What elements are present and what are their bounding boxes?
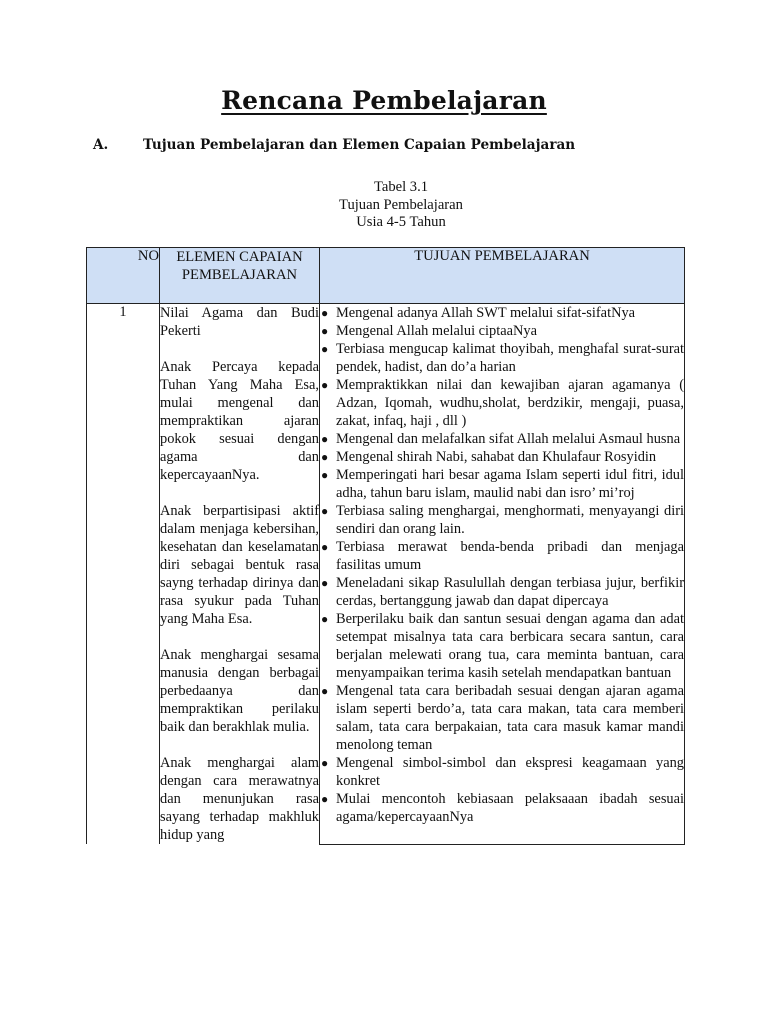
header-tujuan: TUJUAN PEMBELAJARAN	[320, 248, 685, 304]
list-item	[320, 682, 684, 754]
bullet-icon: ●	[321, 756, 329, 770]
header-no: NO	[87, 248, 160, 304]
bullet-icon: ●	[321, 684, 329, 698]
list-item	[320, 304, 684, 322]
list-item-text: Meneladani sikap Rasulullah dengan terbiasa jujur, berfikir cerdas, bertanggung jawab dan dapat dipercaya	[336, 575, 684, 609]
list-item-text: Terbiasa merawat benda-benda pribadi dan menjaga fasilitas umum	[336, 539, 684, 573]
list-item	[320, 322, 684, 340]
list-item-text: Mempraktikkan nilai dan kewajiban ajaran agamanya ( Adzan, Iqomah, wudhu,sholat, berdzikir, mengaji, puasa, zakat, infaq, haji , dll )	[336, 377, 684, 429]
list-item	[320, 430, 684, 448]
list-item-text: Mengenal simbol-simbol dan ekspresi keagamaan yang konkret	[336, 755, 684, 789]
list-item-text: Mengenal dan melafalkan sifat Allah melalui Asmaul husna	[336, 431, 681, 447]
list-item	[320, 610, 684, 682]
elemen-cell	[160, 304, 320, 845]
row-number: 1	[87, 304, 160, 845]
list-item	[320, 538, 684, 574]
caption-line: Tabel 3.1	[373, 179, 429, 195]
list-item	[320, 466, 684, 502]
table-row	[87, 304, 685, 845]
list-item-text: Mulai mencontoh kebiasaan pelaksaaan ibadah sesuai agama/kepercayaanNya	[336, 791, 684, 825]
bullet-icon: ●	[321, 504, 329, 518]
list-item	[320, 376, 684, 430]
caption-line: Tujuan Pembelajaran	[339, 196, 463, 213]
elemen-paragraph: Anak Percaya kepada Tuhan Yang Maha Esa, mulai mengenal dan mempraktikan ajaran pokok sesuai dengan agama dan kepercayaanNya.	[160, 359, 319, 483]
bullet-icon: ●	[321, 612, 329, 626]
bullet-icon: ●	[321, 540, 329, 554]
section-letter: A.	[93, 137, 109, 153]
bullet-icon: ●	[321, 324, 329, 338]
bullet-icon: ●	[321, 306, 329, 320]
list-item	[320, 340, 684, 376]
list-item	[320, 754, 684, 790]
list-item	[320, 790, 684, 826]
table-caption	[0, 179, 768, 232]
list-item	[320, 448, 684, 466]
tujuan-cell	[320, 304, 685, 845]
list-item	[320, 574, 684, 610]
elemen-paragraph: Anak berpartisipasi aktif dalam menjaga kebersihan, kesehatan dan keselamatan diri sebagai bentuk rasa sayng terhadap dirinya dan rasa syukur pada Tuhan yang Maha Esa.	[160, 503, 319, 627]
list-item-text: Mengenal adanya Allah SWT melalui sifat-sifatNya	[336, 305, 636, 321]
elemen-paragraph: Anak menghargai alam dengan cara merawatnya dan menunjukan rasa sayang terhadap makhluk hidup yang	[160, 755, 319, 843]
bullet-icon: ●	[321, 432, 329, 446]
tujuan-list	[320, 304, 684, 826]
caption-line: Usia 4-5 Tahun	[356, 214, 446, 230]
section-heading-text: Tujuan Pembelajaran dan Elemen Capaian Pembelajaran	[143, 137, 576, 153]
list-item-text: Mengenal shirah Nabi, sahabat dan Khulafaur Rosyidin	[336, 449, 657, 465]
bullet-icon: ●	[321, 792, 329, 806]
learning-objectives-table	[86, 247, 685, 845]
bullet-icon: ●	[321, 468, 329, 482]
list-item-text: Berperilaku baik dan santun sesuai dengan agama dan adat setempat misalnya tata cara berbicara secara santun, cara berjalan melewati orang tua, cara meminta bantuan, cara menyampaikan terima kasih setelah mendapatkan bantuan	[336, 611, 684, 681]
list-item-text: Terbiasa mengucap kalimat thoyibah, menghafal surat-surat pendek, hadist, dan do’a harian	[336, 341, 684, 375]
list-item-text: Mengenal Allah melalui ciptaaNya	[336, 323, 537, 339]
elemen-paragraph: Anak menghargai sesama manusia dengan berbagai perbedaanya dan mempraktikan perilaku baik dan berakhlak mulia.	[160, 647, 319, 735]
elemen-title: Nilai Agama dan Budi Pekerti	[160, 305, 319, 339]
bullet-icon: ●	[321, 450, 329, 464]
bullet-icon: ●	[321, 576, 329, 590]
list-item-text: Memperingati hari besar agama Islam seperti idul fitri, idul adha, tahun baru islam, maulid nabi dan isro’ mi’roj	[336, 467, 684, 501]
list-item-text: Terbiasa saling menghargai, menghormati, menyayangi diri sendiri dan orang lain.	[336, 503, 684, 537]
header-elemen: ELEMEN CAPAIAN PEMBELAJARAN	[160, 248, 320, 304]
table-header-row	[87, 248, 685, 304]
list-item-text: Mengenal tata cara beribadah sesuai dengan ajaran agama islam seperti berdo’a, tata cara makan, tata cara memberi salam, tata cara berpakaian, tata cara masuk kamar mandi menolong teman	[336, 683, 684, 753]
bullet-icon: ●	[321, 378, 329, 392]
bullet-icon: ●	[321, 342, 329, 356]
document-title: Rencana Pembelajaran	[221, 86, 547, 115]
list-item	[320, 502, 684, 538]
